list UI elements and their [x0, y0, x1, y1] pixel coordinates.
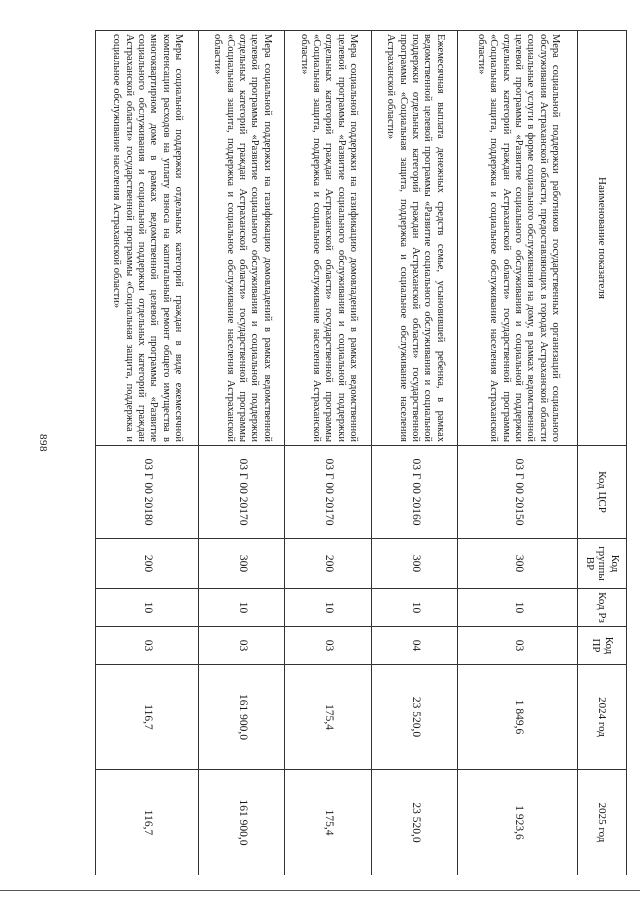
row-name: Мера социальной поддержки на газификацию домовладений в рамках ведомственной целевой программы «Развитие социального обслуживания и социальной поддержки отдельных категорий граждан Астраханской области» государственной программы «Социальная защита, поддержка и социальное обслуживание населения Астраханской области» — [285, 31, 372, 446]
header-pr: Код ПР — [578, 627, 627, 665]
row-rz: 10 — [199, 589, 286, 627]
row-vr: 200 — [285, 539, 372, 589]
row-rz: 10 — [372, 589, 459, 627]
row-pr: 04 — [372, 627, 459, 665]
header-row — [578, 31, 627, 876]
row-pr: 03 — [458, 627, 578, 665]
row-2024: 175,4 — [285, 665, 372, 770]
row-vr: 300 — [458, 539, 578, 589]
row-csr: 03 Г 00 20150 — [458, 446, 578, 539]
row-2024: 1 849,6 — [458, 665, 578, 770]
row-vr: 300 — [199, 539, 286, 589]
table-row — [199, 31, 286, 876]
table-row — [372, 31, 459, 876]
budget-table — [95, 30, 627, 875]
table-row — [96, 31, 199, 876]
rotated-table-frame — [95, 30, 627, 875]
row-rz: 10 — [285, 589, 372, 627]
row-name: Мера социальной поддержки на газификацию домовладений в рамках ведомственной целевой программы «Развитие социального обслуживания и социальной поддержки отдельных категорий граждан Астраханской области» государственной программы «Социальная защита, поддержка и социальное обслуживание населения Астраханской области» — [199, 31, 286, 446]
row-csr: 03 Г 00 20160 — [372, 446, 459, 539]
header-csr: Код ЦСР — [578, 446, 627, 539]
row-name: Ежемесячная выплата денежных средств семье, усыновившей ребенка, в рамках ведомственной целевой программы «Развитие социального обслуживания и социальной поддержки отдельных категорий граждан Астраханской области» государственной программы «Социальная защита, поддержка и социальное обслуживание населения Астраханской области» — [372, 31, 459, 446]
page-number: 898 — [37, 434, 49, 452]
row-pr: 03 — [96, 627, 199, 665]
row-csr: 03 Г 00 20180 — [96, 446, 199, 539]
table-row — [285, 31, 372, 876]
header-2025: 2025 год — [578, 770, 627, 876]
row-name: Меры социальной поддержки отдельных категорий граждан в виде ежемесячной компенсации расходов на уплату взноса на капитальный ремонт общего имущества в многоквартирном доме в рамках ведомственной целевой программы «Развитие социального обслуживания и социальной поддержки отдельных категорий граждан Астраханской области» государственной программы «Социальная защита, поддержка и социальное обслуживание населения Астраханской области» — [96, 31, 199, 446]
row-csr: 03 Г 00 20170 — [285, 446, 372, 539]
row-2024: 161 900,0 — [199, 665, 286, 770]
header-vr: Код группы ВР — [578, 539, 627, 589]
row-2025: 175,4 — [285, 770, 372, 876]
row-2025: 116,7 — [96, 770, 199, 876]
row-rz: 10 — [96, 589, 199, 627]
row-2025: 161 900,0 — [199, 770, 286, 876]
header-rz: Код Рз — [578, 589, 627, 627]
row-csr: 03 Г 00 20170 — [199, 446, 286, 539]
row-vr: 300 — [372, 539, 459, 589]
table-header — [578, 31, 627, 876]
table-row — [458, 31, 578, 876]
row-pr: 03 — [285, 627, 372, 665]
table-body — [96, 31, 578, 876]
header-name: Наименование показателя — [578, 31, 627, 446]
page-bottom-rule — [0, 890, 640, 891]
row-2024: 23 520,0 — [372, 665, 459, 770]
budget-table-container — [95, 30, 627, 875]
row-vr: 200 — [96, 539, 199, 589]
row-2025: 1 923,6 — [458, 770, 578, 876]
row-name: Мера социальной поддержки работников государственных организаций социального обслуживания Астраханской области, предоставляющих в городах Астраханской области социальные услуги в форме социального обслуживания на дому, в рамках ведомственной целевой программы «Развитие социального обслуживания и социальной поддержки отдельных категорий граждан Астраханской области» государственной программы «Социальная защита, поддержка и социальное обслуживание населения Астраханской области» — [458, 31, 578, 446]
row-pr: 03 — [199, 627, 286, 665]
row-rz: 10 — [458, 589, 578, 627]
row-2025: 23 520,0 — [372, 770, 459, 876]
header-2024: 2024 год — [578, 665, 627, 770]
row-2024: 116,7 — [96, 665, 199, 770]
